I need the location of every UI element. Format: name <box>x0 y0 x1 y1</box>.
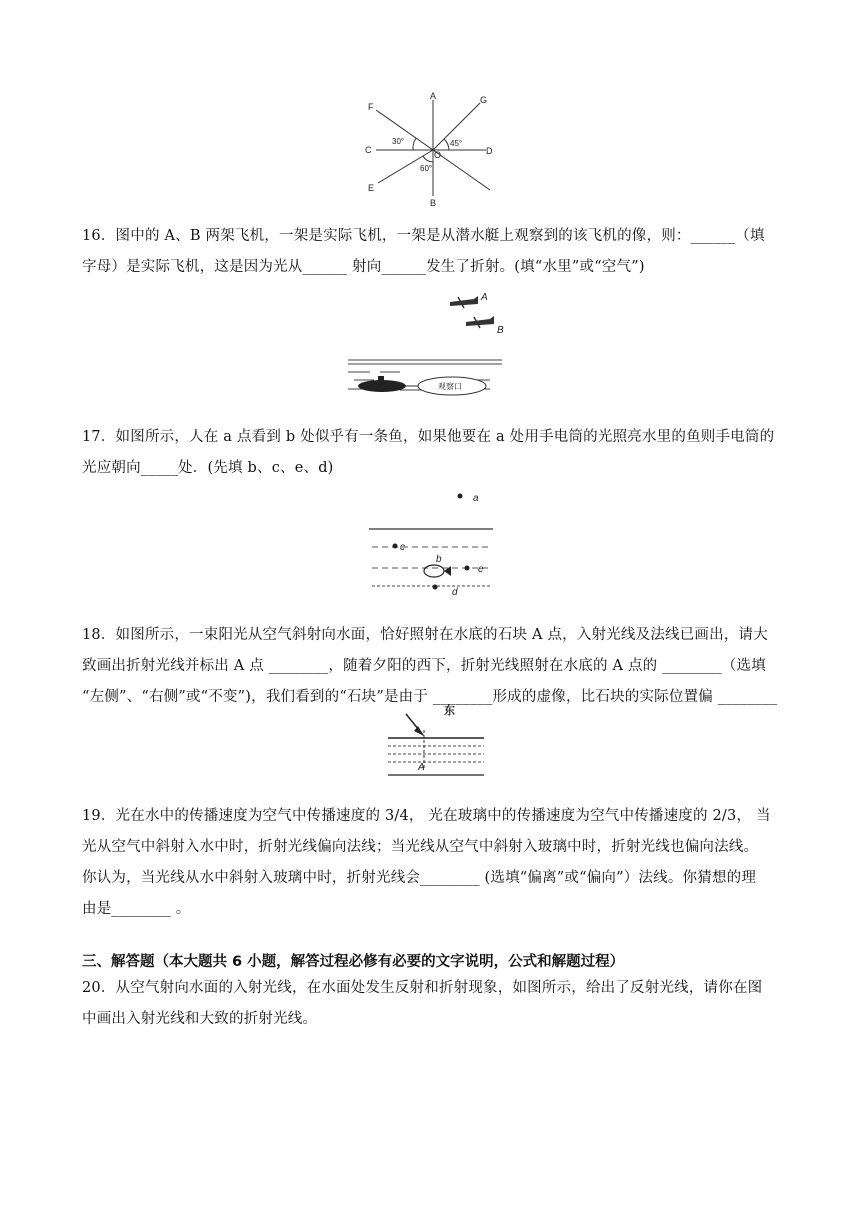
question-20 <box>82 973 782 1035</box>
question-19-line4: 由是________ 。 <box>82 901 191 917</box>
plane-a-label: A <box>481 292 488 303</box>
arc-30 <box>413 138 416 150</box>
plane-b-icon <box>466 316 494 328</box>
question-18-line3: “左侧”、“右侧”或“不变”)，我们看到的“石块”是由于 ________形成的虚像，比石块的实际位置偏 ________ <box>82 689 778 705</box>
arc-60 <box>423 156 433 162</box>
question-16-line2: 字母）是实际飞机，这是因为光从______ 射向______发生了折射。(填“水里”或“空气”) <box>82 259 645 275</box>
angle-45: 45° <box>450 139 463 148</box>
east-label: 东 <box>444 705 455 717</box>
plane-a-icon <box>450 296 478 308</box>
arrow-head <box>414 726 424 736</box>
point-d <box>433 585 438 590</box>
point-a <box>458 494 463 499</box>
label-a: a <box>473 493 479 504</box>
label-f: F <box>368 102 374 112</box>
question-18-line2: 致画出折射光线并标出 A 点 ________，随着夕阳的西下，折射光线照射在水底的 A 点的 ________（选填 <box>82 658 766 674</box>
question-19-line2: 光从空气中斜射入水中时，折射光线偏向法线；当光线从空气中斜射入玻璃中时，折射光线也偏向法线。 <box>82 839 759 855</box>
stone-diagram <box>384 700 484 792</box>
section-3-title: 三、解答题（本大题共 6 小题，解答过程必修有必要的文字说明，公式和解题过程） <box>82 954 625 970</box>
question-17-line1: 17．如图所示，人在 a 点看到 b 处似乎有一条鱼，如果他要在 a 处用手电筒的光照亮水里的鱼则手电筒的 <box>82 429 775 445</box>
label-b: b <box>436 554 442 565</box>
label-c: c <box>400 542 405 553</box>
question-20-line2: 中画出入射光线和大致的折射光线。 <box>82 1011 318 1027</box>
window-label: 观察口 <box>438 382 462 391</box>
label-a: A <box>430 91 437 101</box>
label-c: C <box>365 145 372 155</box>
label-d: D <box>486 146 493 156</box>
question-16-line1: 16．图中的 A、B 两架飞机，一架是实际飞机，一架是从潜水艇上观察到的该飞机的像，则：______（填 <box>82 228 765 244</box>
question-16 <box>82 221 782 283</box>
fish-diagram <box>362 484 497 602</box>
arc-45 <box>444 139 449 150</box>
label-e: e <box>478 564 484 575</box>
label-b: B <box>430 198 437 208</box>
question-19 <box>82 801 782 925</box>
question-18-line1: 18．如图所示，一束阳光从空气斜射向水面，恰好照射在水底的石块 A 点，入射光线及法线已画出，请大 <box>82 627 768 643</box>
point-e <box>465 566 470 571</box>
label-g: G <box>480 95 488 105</box>
plane-b-label: B <box>497 325 504 336</box>
point-a-label: A <box>418 762 425 773</box>
label-o: O <box>434 150 442 160</box>
angle-diagram <box>358 88 508 210</box>
question-19-line3: 你认为，当光线从水中斜射入玻璃中时，折射光线会________ (选填“偏离”或“偏向”）法线。你猜想的理 <box>82 870 757 886</box>
question-19-line1: 19．光在水中的传播速度为空气中传播速度的 3/4， 光在玻璃中的传播速度为空气中传播速度的 2/3， 当 <box>82 808 771 824</box>
label-d: d <box>452 587 458 598</box>
question-20-line1: 20．从空气射向水面的入射光线，在水面处发生反射和折射现象，如图所示，给出了反射光线，请你在图 <box>82 980 763 996</box>
label-e: E <box>368 183 375 193</box>
plane-submarine-diagram <box>340 288 505 398</box>
point-c <box>393 544 398 549</box>
fish-icon <box>424 565 451 577</box>
question-17-line2: 光应朝向_____处．(先填 b、c、e、d) <box>82 460 334 476</box>
angle-30: 30° <box>392 137 405 146</box>
question-17 <box>82 422 782 484</box>
angle-60: 60° <box>420 164 433 173</box>
